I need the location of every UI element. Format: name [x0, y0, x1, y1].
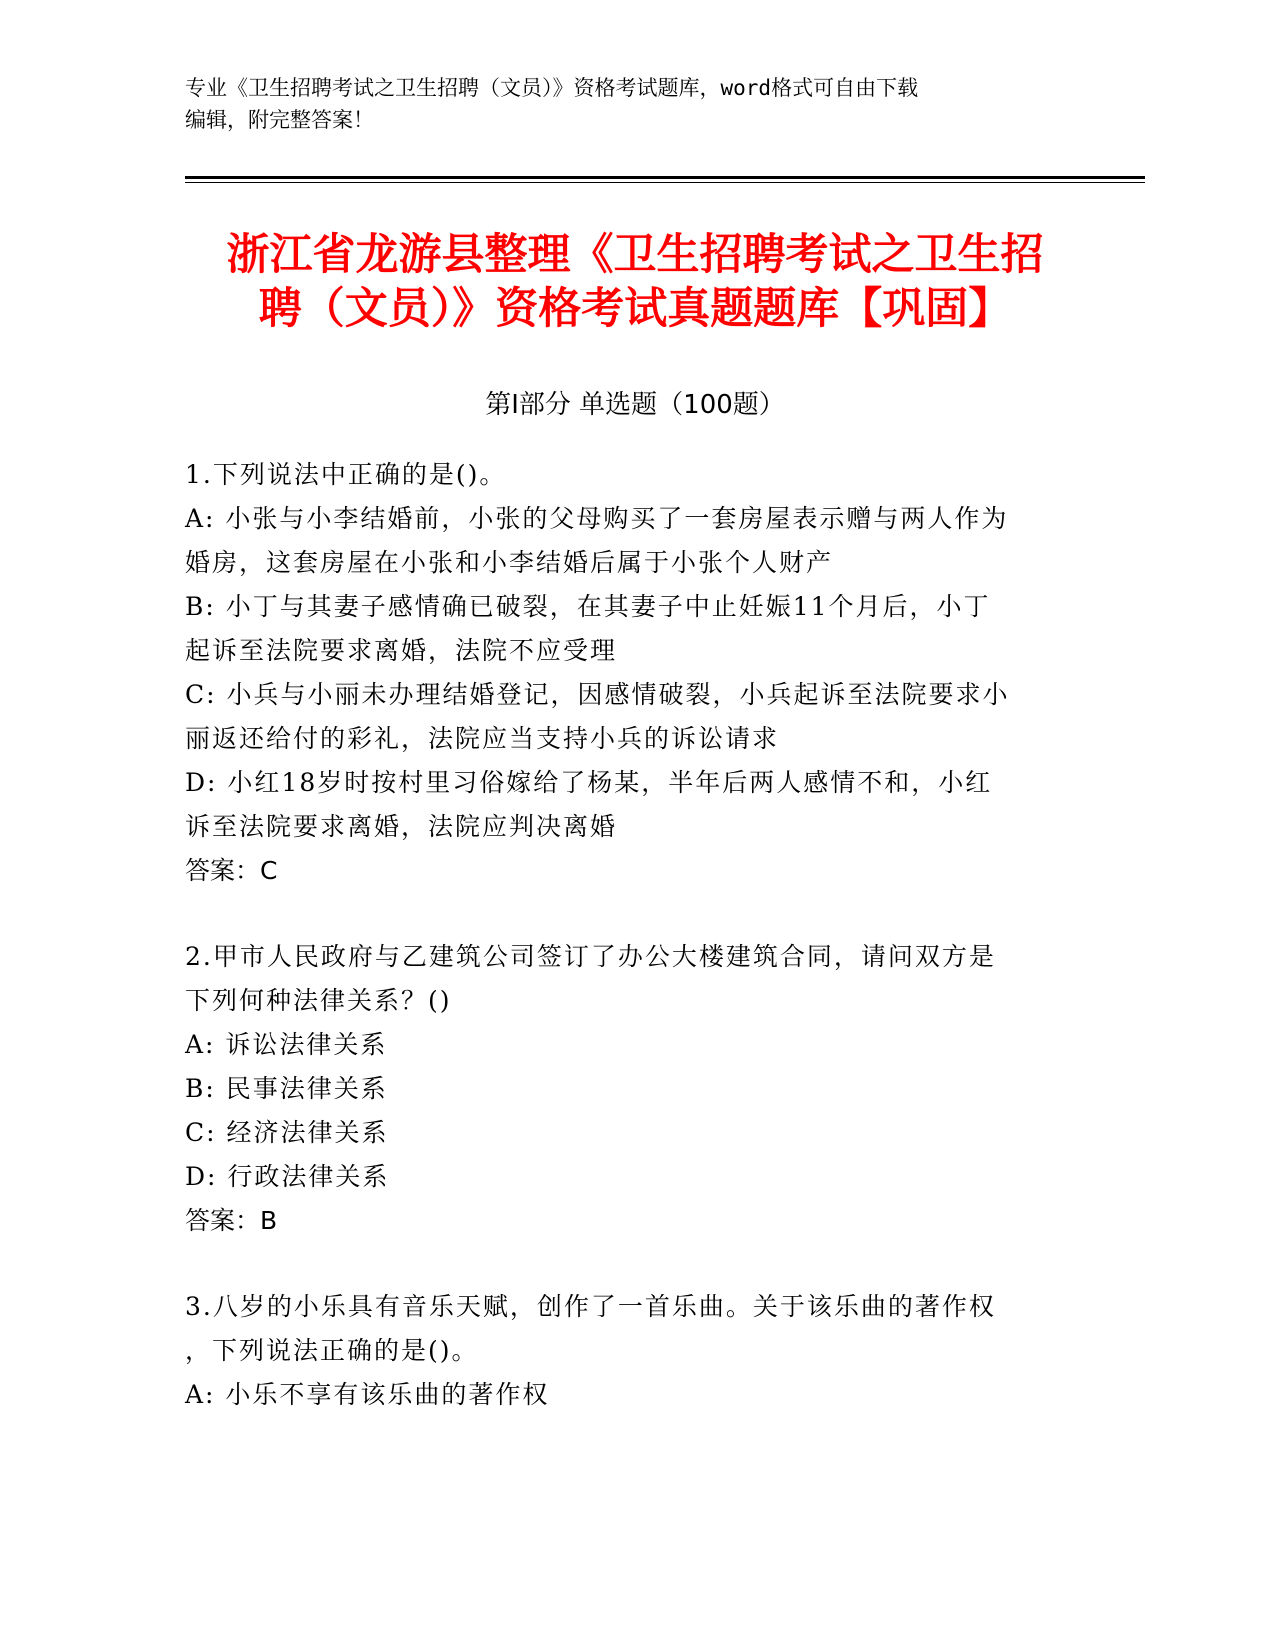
question-2-option-a: A: 诉讼法律关系	[185, 1030, 388, 1059]
question-1-option-b-cont: 起诉至法院要求离婚，法院不应受理	[185, 636, 618, 665]
header-note-line-1: 专业《卫生招聘考试之卫生招聘（文员）》资格考试题库，word格式可自由下载	[185, 76, 919, 100]
question-2-option-c: C: 经济法律关系	[185, 1118, 389, 1147]
header-note-line-2: 编辑，附完整答案！	[185, 108, 374, 132]
question-3-stem: 3.八岁的小乐具有音乐天赋，创作了一首乐曲。关于该乐曲的著作权	[185, 1292, 996, 1321]
question-1-option-a: A: 小张与小李结婚前，小张的父母购买了一套房屋表示赠与两人作为	[185, 504, 1009, 533]
question-2-option-d: D: 行政法律关系	[185, 1162, 390, 1191]
question-2-answer: 答案：B	[185, 1206, 278, 1235]
question-2-stem-cont: 下列何种法律关系？()	[185, 986, 452, 1015]
question-3-option-a: A: 小乐不享有该乐曲的著作权	[185, 1380, 550, 1409]
question-1-option-b: B: 小丁与其妻子感情确已破裂，在其妻子中止妊娠11个月后，小丁	[185, 592, 991, 621]
document-title-line-2: 聘（文员）》资格考试真题题库【巩固】	[258, 284, 1012, 334]
document-title-line-1: 浙江省龙游县整理《卫生招聘考试之卫生招	[226, 230, 1044, 280]
document-title	[185, 228, 1085, 336]
question-1-option-c-cont: 丽返还给付的彩礼，法院应当支持小兵的诉讼请求	[185, 724, 780, 753]
question-1-option-d: D: 小红18岁时按村里习俗嫁给了杨某，半年后两人感情不和，小红	[185, 768, 993, 797]
header-note	[185, 72, 1065, 136]
question-2-option-b: B: 民事法律关系	[185, 1074, 388, 1103]
header-rule-thin	[185, 182, 1145, 183]
question-3-stem-cont: ，下列说法正确的是()。	[185, 1336, 479, 1365]
question-1-option-c: C: 小兵与小丽未办理结婚登记，因感情破裂，小兵起诉至法院要求小	[185, 680, 1010, 709]
question-1-stem: 1.下列说法中正确的是()。	[185, 460, 507, 489]
question-1-option-a-cont: 婚房，这套房屋在小张和小李结婚后属于小张个人财产	[185, 548, 834, 577]
question-1-answer: 答案：C	[185, 856, 278, 885]
section-heading: 第Ⅰ部分 单选题（100题）	[485, 390, 785, 420]
question-2-stem: 2.甲市人民政府与乙建筑公司签订了办公大楼建筑合同，请问双方是	[185, 942, 996, 971]
header-rule-thick	[185, 176, 1145, 179]
question-1-option-d-cont: 诉至法院要求离婚，法院应判决离婚	[185, 812, 618, 841]
